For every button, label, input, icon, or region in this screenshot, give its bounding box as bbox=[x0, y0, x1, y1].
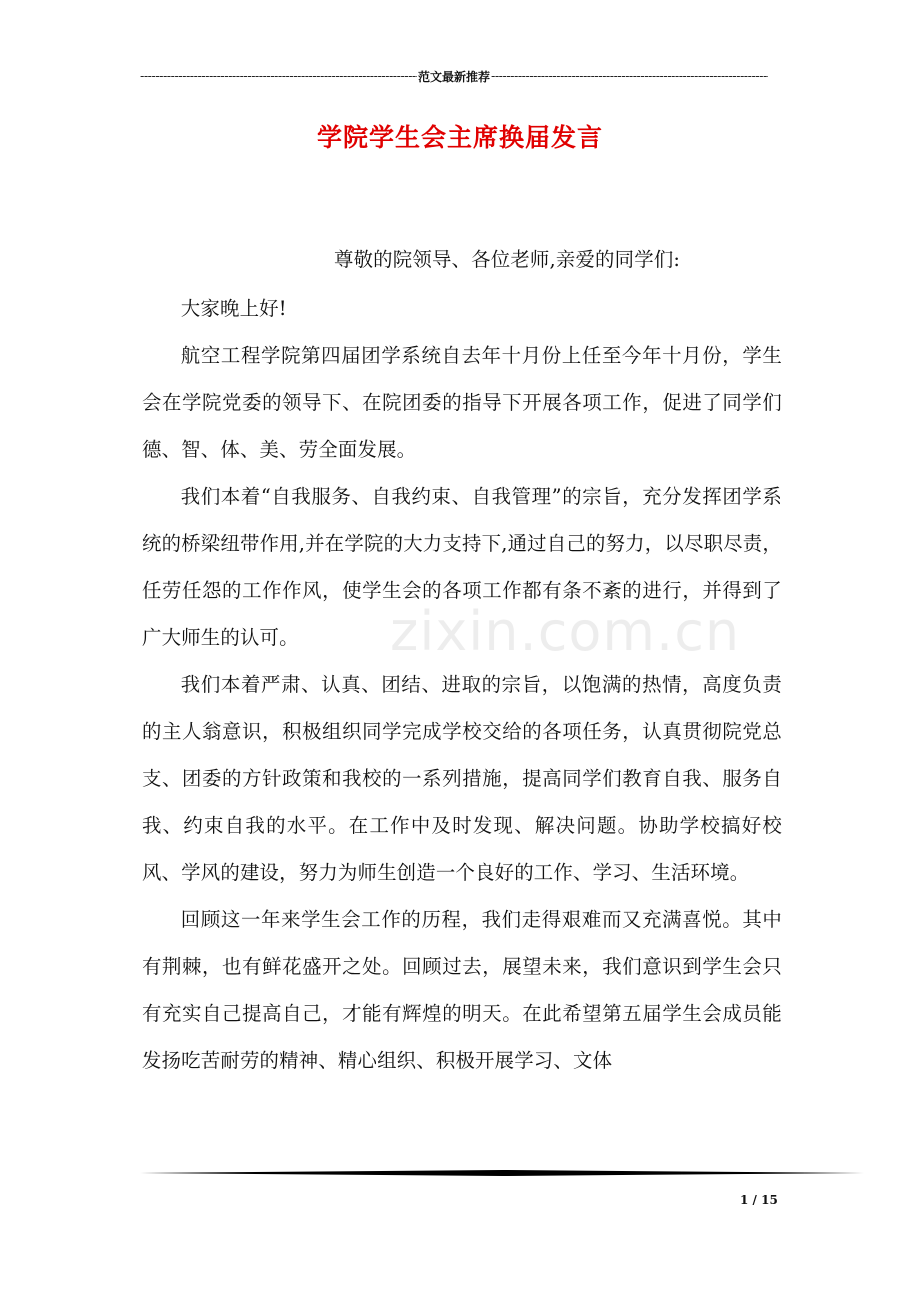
header-dash-left bbox=[140, 69, 417, 83]
paragraph: 大家晚上好! bbox=[180, 297, 287, 320]
header-label: 范文最新推荐 bbox=[418, 69, 491, 84]
page-header bbox=[140, 66, 768, 86]
header-dash-right bbox=[491, 69, 768, 83]
watermark: zixin.com.cn bbox=[390, 600, 741, 663]
document-title: 学院学生会主席换届发言 bbox=[316, 123, 603, 152]
page-indicator: 1 / 15 bbox=[740, 1193, 778, 1207]
footer-rule bbox=[140, 1168, 864, 1180]
salutation: 尊敬的院领导、各位老师,亲爱的同学们: bbox=[334, 248, 681, 271]
paragraph: 我们本着“自我服务、自我约束、自我管理”的宗旨，充分发挥团学系统的桥梁纽带作用,并在学院的大力支持下,通过自己的努力，以尽职尽责，任劳任怨的工作作风，使学生会的各项工作都有条不紊的进行，并得到了广大师生的认可。 bbox=[142, 485, 782, 649]
document-body bbox=[142, 236, 782, 1084]
paragraph: 航空工程学院第四届团学系统自去年十月份上任至今年十月份，学生会在学院党委的领导下、在院团委的指导下开展各项工作，促进了同学们德、智、体、美、劳全面发展。 bbox=[142, 344, 782, 461]
paragraph: 我们本着严肃、认真、团结、进取的宗旨，以饱满的热情，高度负责的主人翁意识，积极组织同学完成学校交给的各项任务，认真贯彻院党总支、团委的方针政策和我校的一系列措施，提高同学们教育自我、服务自我、约束自我的水平。在工作中及时发现、解决问题。协助学校搞好校风、学风的建设，努力为师生创造一个良好的工作、学习、生活环境。 bbox=[142, 673, 782, 884]
paragraph: 回顾这一年来学生会工作的历程，我们走得艰难而又充满喜悦。其中有荆棘，也有鲜花盛开之处。回顾过去，展望未来，我们意识到学生会只有充实自己提高自己，才能有辉煌的明天。在此希望第五届学生会成员能发扬吃苦耐劳的精神、精心组织、积极开展学习、文体 bbox=[142, 908, 782, 1072]
